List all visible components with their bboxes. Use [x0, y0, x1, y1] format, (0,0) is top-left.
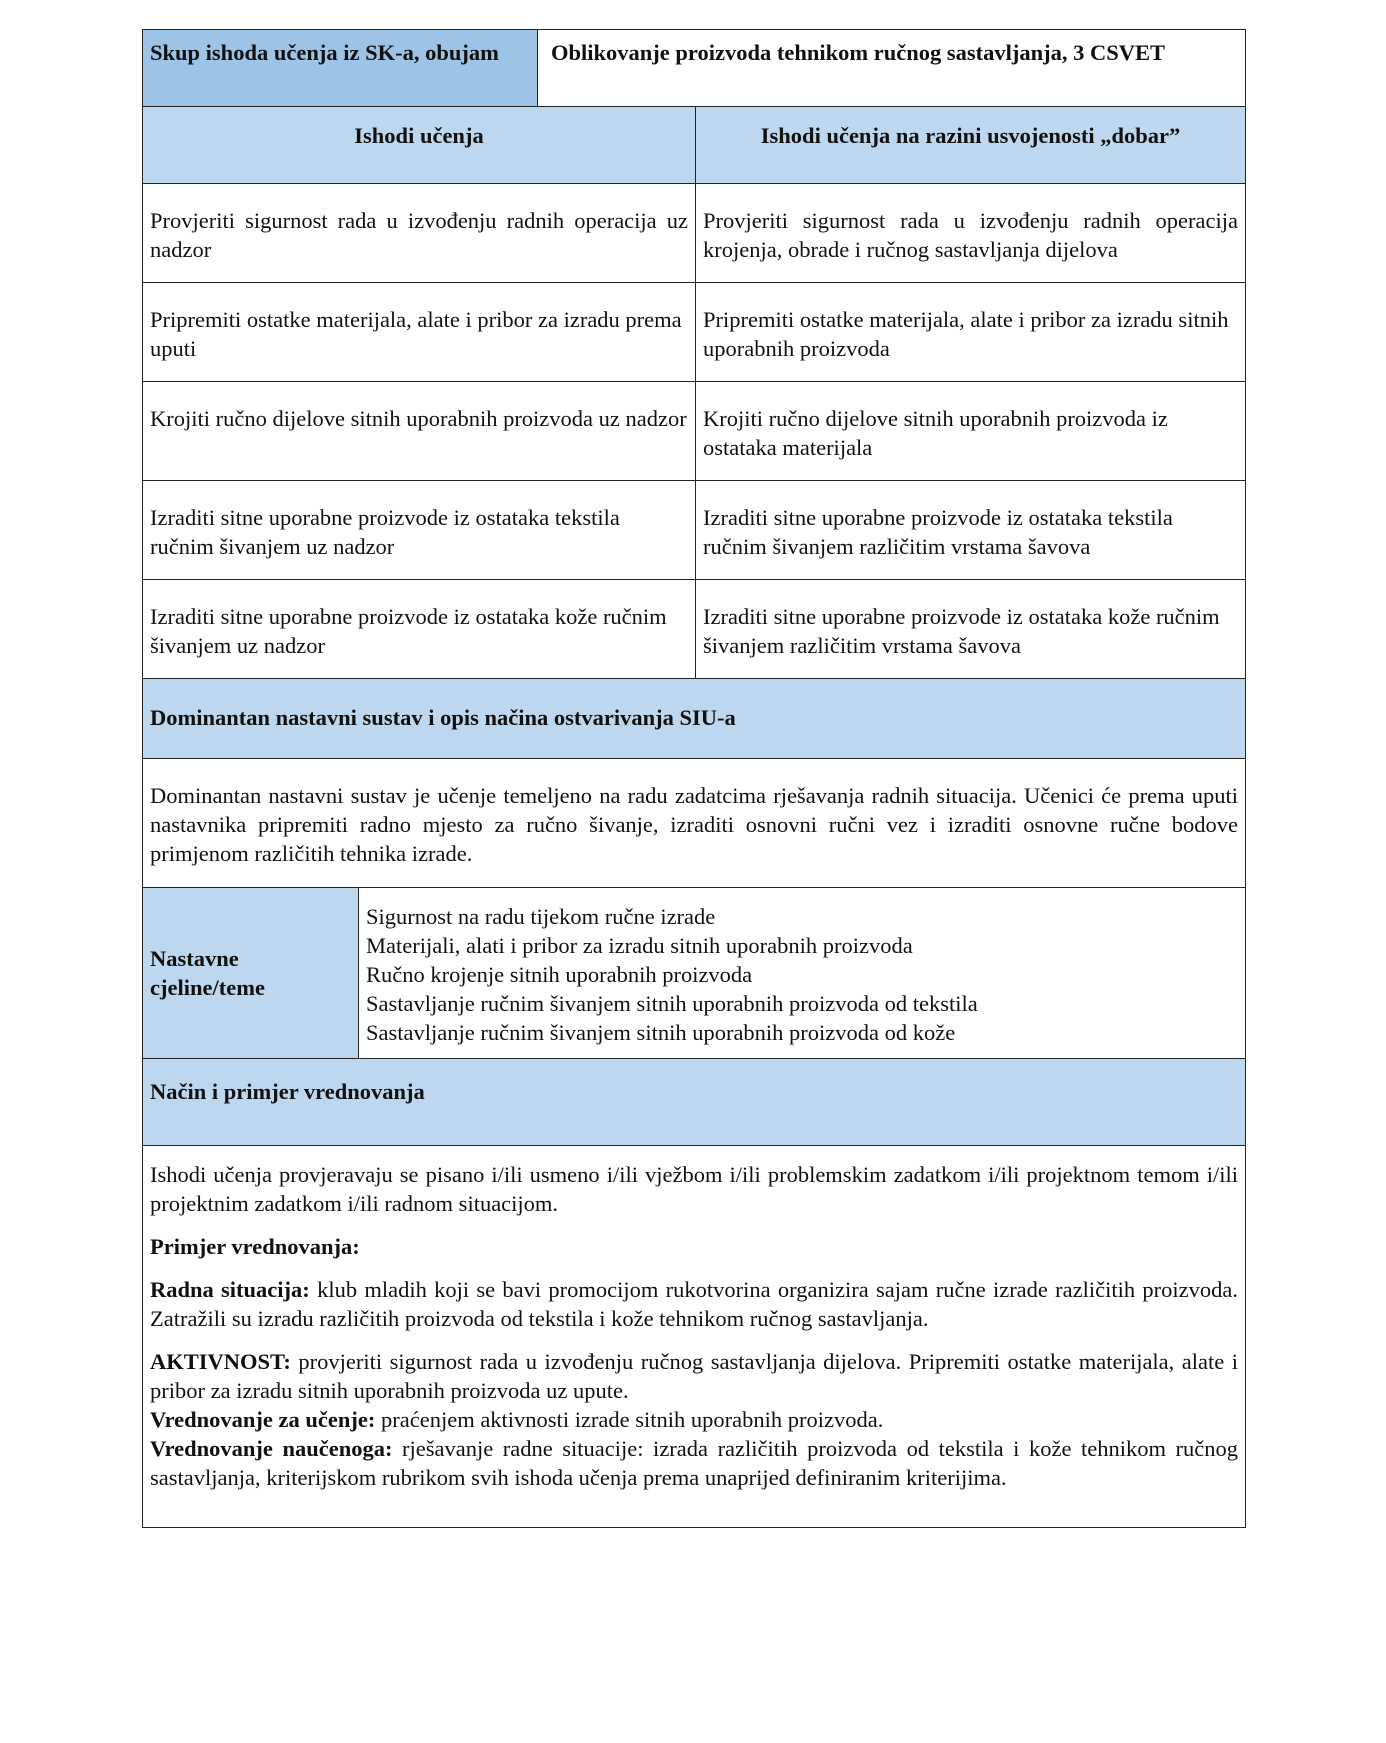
dobar-cell: Pripremiti ostatke materijala, alate i pribor za izradu sitnih uporabnih proizvoda: [695, 283, 1245, 381]
topic-item: Materijali, alati i pribor za izradu sitnih uporabnih proizvoda: [366, 933, 913, 958]
topic-item: Sigurnost na radu tijekom ručne izrade: [366, 904, 716, 929]
evaluation-body-row: [143, 1146, 1245, 1527]
topics-list: [358, 888, 1245, 1058]
evaluation-title: Način i primjer vrednovanja: [150, 1079, 425, 1104]
table-row: [143, 283, 1245, 382]
table-row: [143, 184, 1245, 283]
dobar-cell: Izraditi sitne uporabne proizvode iz ostataka kože ručnim šivanjem različitim vrstama šavova: [695, 580, 1245, 678]
dominant-title: Dominantan nastavni sustav i opis načina ostvarivanja SIU-a: [150, 705, 736, 730]
summative-text: rješavanje radne situacije: izrada različitih proizvoda od tekstila i kože tehnikom ručnog sastavljanja, kriterijskom rubrikom svih ishoda učenja prema unaprijed definiranim kriterijima.: [150, 1436, 1239, 1490]
table-row: [143, 481, 1245, 580]
ishod-cell: Izraditi sitne uporabne proizvode iz ostataka tekstila ručnim šivanjem uz nadzor: [150, 505, 620, 559]
formative-text: praćenjem aktivnosti izrade sitnih uporabnih proizvoda.: [375, 1407, 884, 1432]
topic-item: Sastavljanje ručnim šivanjem sitnih uporabnih proizvoda od kože: [366, 1020, 956, 1045]
topic-item: Ručno krojenje sitnih uporabnih proizvoda: [366, 962, 753, 987]
summative-label: Vrednovanje naučenoga:: [150, 1436, 393, 1461]
dobar-cell: Izraditi sitne uporabne proizvode iz ostataka tekstila ručnim šivanjem različitim vrstama šavova: [695, 481, 1245, 579]
activity: [150, 1347, 1238, 1405]
title-value: Oblikovanje proizvoda tehnikom ručnog sastavljanja, 3 CSVET: [537, 30, 1245, 106]
col-dobar-header: Ishodi učenja na razini usvojenosti „dobar”: [695, 107, 1245, 183]
topics-row: [143, 888, 1245, 1059]
dominant-text: Dominantan nastavni sustav je učenje temeljeno na radu zadatcima rješavanja radnih situacija. Učenici će prema uputi nastavnika pripremiti radno mjesto za ručno šivanje, izraditi osnovni ručni vez i izraditi osnovne ručne bodove primjenom različitih tehnika izrade.: [150, 783, 1238, 866]
outcomes-header-row: [143, 107, 1245, 184]
siu-table: [142, 29, 1246, 1528]
table-row: [143, 382, 1245, 481]
topic-item: Sastavljanje ručnim šivanjem sitnih uporabnih proizvoda od tekstila: [366, 991, 978, 1016]
dobar-cell: Krojiti ručno dijelove sitnih uporabnih proizvoda iz ostataka materijala: [695, 382, 1245, 480]
summative-evaluation: [150, 1434, 1238, 1492]
example-heading: Primjer vrednovanja:: [150, 1234, 360, 1259]
table-row: [143, 580, 1245, 679]
title-row: [143, 30, 1245, 107]
situation-label: Radna situacija:: [150, 1277, 310, 1302]
activity-text: provjeriti sigurnost rada u izvođenju ručnog sastavljanja dijelova. Pripremiti ostatke materijala, alate i pribor za izradu sitnih uporabnih proizvoda uz upute.: [150, 1349, 1238, 1403]
evaluation-body: [143, 1146, 1245, 1527]
dominant-header-row: [143, 679, 1245, 759]
dominant-text-row: [143, 759, 1245, 888]
ishod-cell: Izraditi sitne uporabne proizvode iz ostataka kože ručnim šivanjem uz nadzor: [150, 604, 667, 658]
activity-label: AKTIVNOST:: [150, 1349, 291, 1374]
evaluation-header-row: [143, 1059, 1245, 1146]
dobar-cell: Provjeriti sigurnost rada u izvođenju radnih operacija krojenja, obrade i ručnog sastavljanja dijelova: [695, 184, 1245, 282]
col-ishodi-header: Ishodi učenja: [354, 123, 484, 148]
formative-label: Vrednovanje za učenje:: [150, 1407, 376, 1432]
topics-label-cell: [143, 888, 358, 1058]
ishod-cell: Provjeriti sigurnost rada u izvođenju radnih operacija uz nadzor: [150, 208, 688, 262]
situation-text: klub mladih koji se bavi promocijom rukotvorina organizira sajam ručne izrade različitih proizvoda. Zatražili su izradu različitih proizvoda od tekstila i kože tehnikom ručnog sastavljanja.: [150, 1277, 1238, 1331]
formative-evaluation: [150, 1405, 1238, 1434]
title-label: Skup ishoda učenja iz SK-a, obujam: [143, 30, 537, 106]
ishod-cell: Krojiti ručno dijelove sitnih uporabnih proizvoda uz nadzor: [150, 406, 687, 431]
work-situation: [150, 1275, 1238, 1333]
evaluation-intro: Ishodi učenja provjeravaju se pisano i/ili usmeno i/ili vježbom i/ili problemskim zadatkom i/ili projektnom temom i/ili projektnim zadatkom i/ili radnom situacijom.: [150, 1162, 1238, 1216]
ishod-cell: Pripremiti ostatke materijala, alate i pribor za izradu prema uputi: [150, 307, 682, 361]
topics-label: Nastavne cjeline/teme: [150, 946, 265, 1000]
